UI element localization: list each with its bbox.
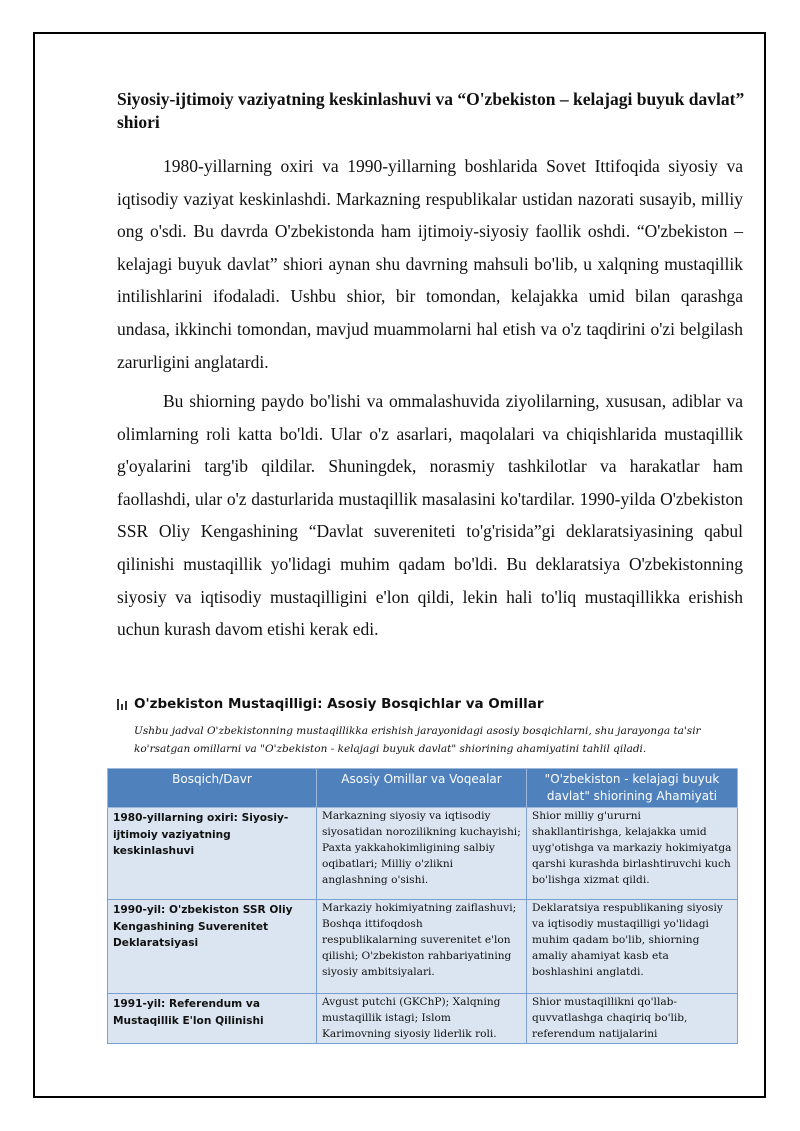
table-row bbox=[108, 808, 738, 900]
table-title-row bbox=[117, 696, 544, 712]
header-significance: "O'zbekiston - kelajagi buyuk davlat" shiorining Ahamiyati bbox=[527, 769, 738, 808]
table-caption: Ushbu jadval O'zbekistonning mustaqillikka erishish jarayonidagi asosiy bosqichlarni, shu jarayonga ta'sir ko'rsatgan omillarni va "O'zbekiston - kelajagi buyuk davlat" shiorining ahamiyatini tahlil qiladi. bbox=[134, 725, 701, 755]
significance-cell: Shior mustaqillikni qo'llab-quvvatlashga chaqiriq bo'lib, referendum natijalarini bbox=[527, 994, 738, 1044]
significance-cell: Shior milliy g'ururni shakllantirishga, kelajakka umid uyg'otishga va markaziy hokimiyatga qarshi kurashda birlashtiruvchi kuch bo'lishga xizmat qildi. bbox=[527, 808, 738, 900]
paragraph-2: Bu shiorning paydo bo'lishi va ommalashuvida ziyolilarning, xususan, adiblar va olimlarning roli katta bo'ldi. Ular o'z asarlari, maqolalari va chiqishlarida mustaqillik g'oyalarini targ'ib qildilar. Shuningdek, norasmiy tashkilotlar va harakatlar ham faollashdi, ular o'z dasturlarida mustaqillik masalasini ko'tardilar. 1990-yilda O'zbekiston SSR Oliy Kengashining “Davlat suvereniteti to'g'risida”gi deklaratsiyasining qabul qilinishi mustaqillik yo'lidagi muhim qadam bo'ldi. Bu deklaratsiya O'zbekistonning siyosiy va iqtisodiy mustaqilligini e'lon qildi, lekin hali to'liq mustaqillikka erishish uchun kurash davom etishi kerak edi. bbox=[117, 391, 743, 640]
table-row bbox=[108, 994, 738, 1044]
stages-table bbox=[107, 768, 738, 1044]
header-stage: Bosqich/Davr bbox=[108, 769, 317, 808]
header-factors: Asosiy Omillar va Voqealar bbox=[317, 769, 527, 808]
stage-cell: 1991-yil: Referendum va Mustaqillik E'lon Qilinishi bbox=[108, 994, 317, 1044]
section-heading: Siyosiy-ijtimoiy vaziyatning keskinlashuvi va “O'zbekiston – kelajagi buyuk davlat” shiori bbox=[117, 89, 745, 132]
factors-cell: Markazning siyosiy va iqtisodiy siyosatidan norozilikning kuchayishi; Paxta yakkahokimligining salbiy oqibatlari; Milliy o'zlikni anglashning o'sishi. bbox=[317, 808, 527, 900]
table-title: O'zbekiston Mustaqilligi: Asosiy Bosqichlar va Omillar bbox=[134, 696, 544, 712]
significance-cell: Deklaratsiya respublikaning siyosiy va iqtisodiy mustaqilligi yo'lidagi muhim qadam bo'lib, shiorning amaliy ahamiyat kasb eta boshlashini anglatdi. bbox=[527, 900, 738, 994]
paragraph-1: 1980-yillarning oxiri va 1990-yillarning boshlarida Sovet Ittifoqida siyosiy va iqtisodiy vaziyat keskinlashdi. Markazning respublikalar ustidan nazorati susayib, milliy ong o'sdi. Bu davrda O'zbekistonda ham ijtimoiy-siyosiy faollik oshdi. “O'zbekiston – kelajagi buyuk davlat” shiori aynan shu davrning mahsuli bo'lib, u xalqning mustaqillik intilishlarini ifodaladi. Ushbu shior, bir tomondan, kelajakka umid bilan qarashga undasa, ikkinchi tomondan, mavjud muammolarni hal etish va o'z taqdirini o'zi belgilash zarurligini anglatardi. bbox=[117, 156, 743, 372]
table-header-row bbox=[108, 769, 738, 808]
factors-cell: Markaziy hokimiyatning zaiflashuvi; Boshqa ittifoqdosh respublikalarning suverenitet e'lon qilishi; O'zbekiston rahbariyatining siyosiy ambitsiyalari. bbox=[317, 900, 527, 994]
stage-cell: 1990-yil: O'zbekiston SSR Oliy Kengashining Suverenitet Deklaratsiyasi bbox=[108, 900, 317, 994]
factors-cell: Avgust putchi (GKChP); Xalqning mustaqillik istagi; Islom Karimovning siyosiy liderlik roli. bbox=[317, 994, 527, 1044]
bar-chart-icon bbox=[117, 699, 128, 710]
stage-cell: 1980-yillarning oxiri: Siyosiy-ijtimoiy vaziyatning keskinlashuvi bbox=[108, 808, 317, 900]
table-row bbox=[108, 900, 738, 994]
